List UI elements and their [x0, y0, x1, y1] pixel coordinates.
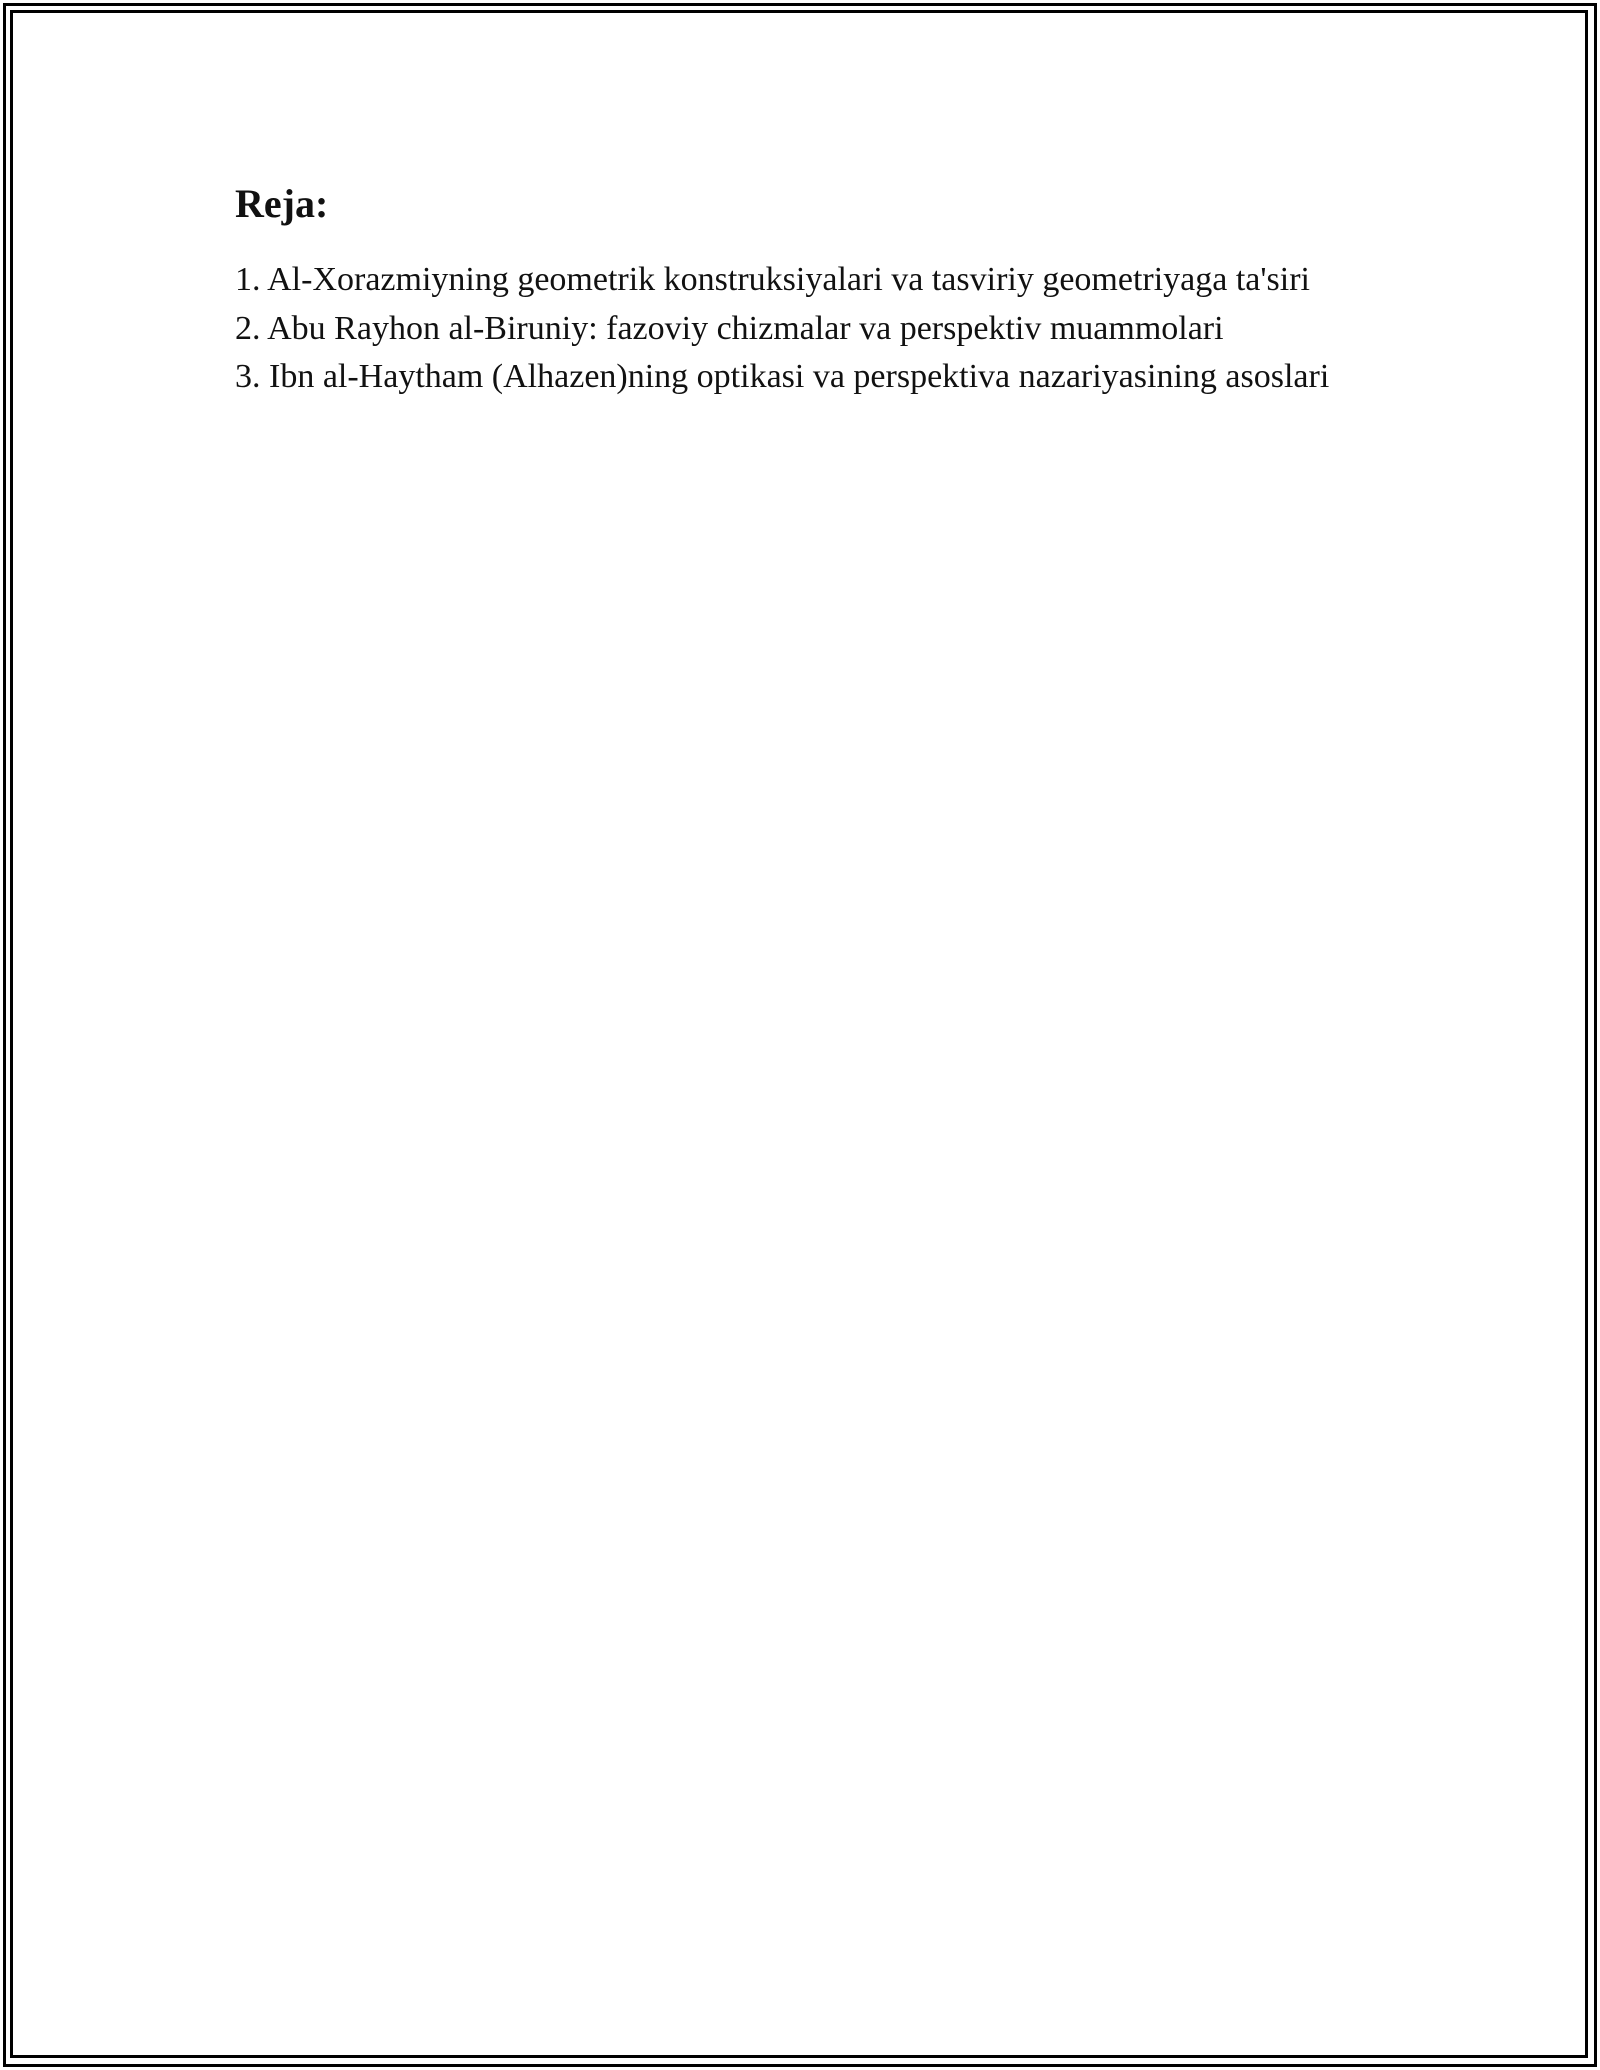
plan-item-3: 3. Ibn al-Haytham (Alhazen)ning optikasi va perspektiva nazariyasining asoslari	[235, 358, 1330, 395]
plan-item-1: 1. Al-Xorazmiyning geometrik konstruksiyalari va tasviriy geometriyaga ta'siri	[235, 261, 1310, 298]
plan-heading: Reja:	[235, 181, 329, 226]
plan-item-2: 2. Abu Rayhon al-Biruniy: fazoviy chizmalar va perspektiv muammolari	[235, 309, 1224, 347]
document-body	[235, 180, 1355, 402]
plan-list	[235, 256, 1355, 402]
